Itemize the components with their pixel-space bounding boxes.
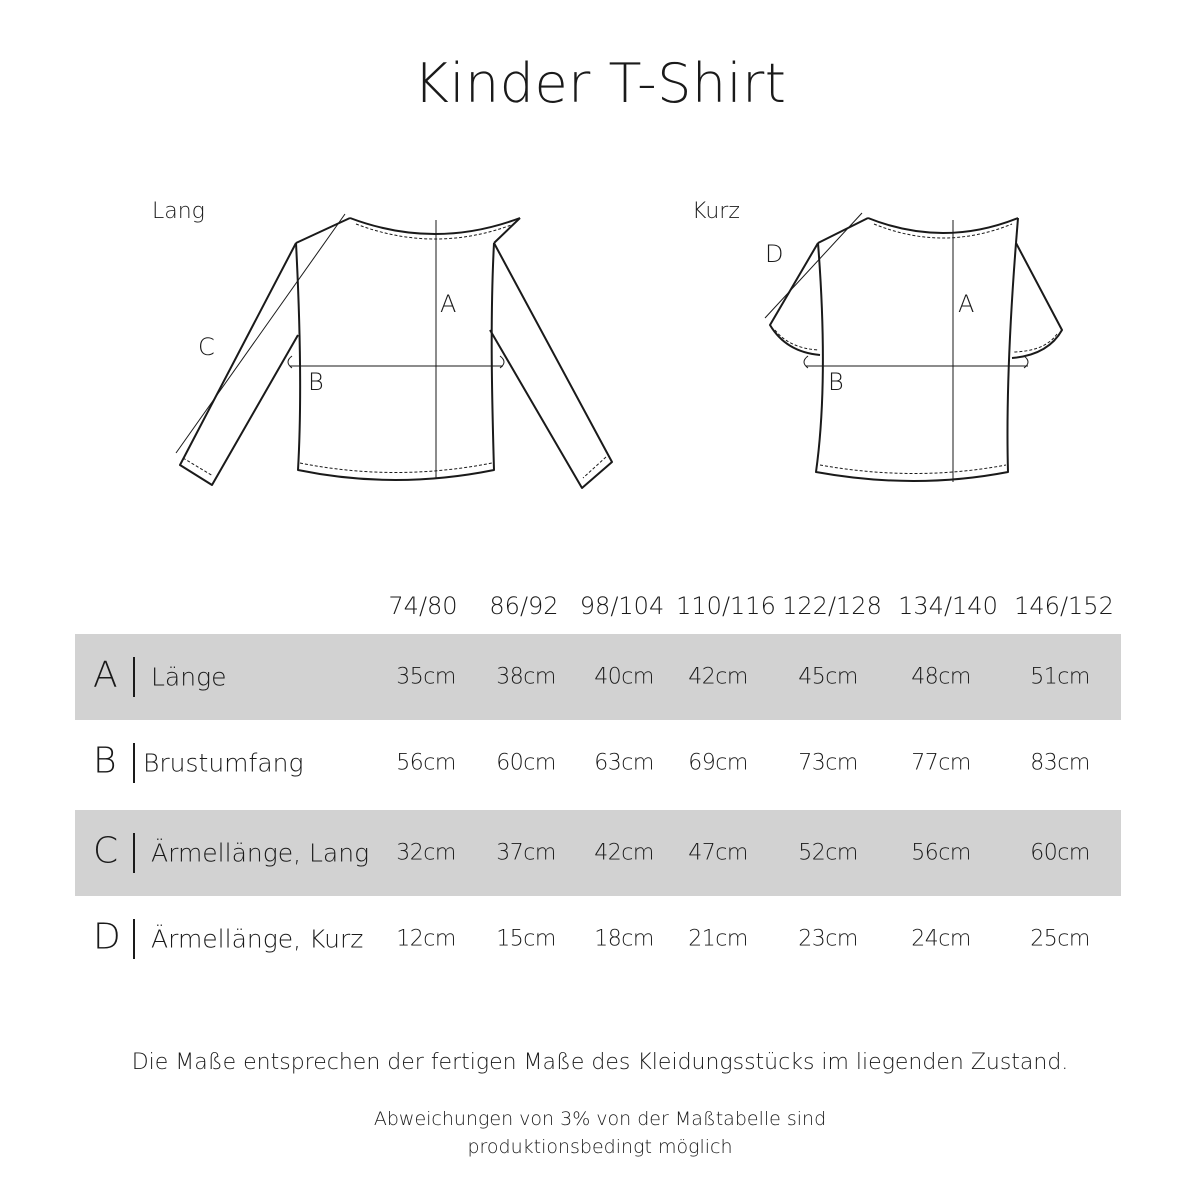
size-label: 134/140 (898, 592, 998, 620)
row-label: Ärmellänge, Kurz (151, 924, 364, 954)
table-cell: 15cm (496, 926, 556, 952)
row-letter: D (93, 916, 121, 958)
neckline-short (868, 218, 1018, 233)
disclaimer-line: Abweichungen von 3% von der Maßtabelle sind (373, 1108, 827, 1130)
table-cell: 48cm (911, 664, 971, 690)
row-label: Brustumfang (143, 748, 304, 778)
table-cell: 38cm (496, 664, 556, 690)
garment-diagram (0, 185, 1200, 515)
label-long: Lang (152, 199, 205, 224)
table-row (75, 634, 1121, 720)
right-sleeve-long (490, 243, 612, 488)
table-cell: 21cm (688, 926, 748, 952)
short-sleeve-shirt-sketch (765, 213, 1062, 482)
row-letter: B (93, 740, 117, 782)
table-row (75, 810, 1121, 896)
size-label: 110/116 (676, 592, 776, 620)
table-cell: 37cm (496, 840, 556, 866)
shirt-sketches (0, 185, 1200, 515)
table-cell: 18cm (594, 926, 654, 952)
table-cell: 12cm (396, 926, 456, 952)
measurement-note: Die Maße entsprechen der fertigen Maße des Kleidungsstücks im liegenden Zustand. (131, 1050, 1069, 1075)
size-label: 74/80 (388, 592, 458, 620)
table-cell: 60cm (1030, 840, 1090, 866)
table-cell: 32cm (396, 840, 456, 866)
table-cell: 73cm (798, 750, 858, 776)
table-cell: 25cm (1030, 926, 1090, 952)
table-cell: 45cm (798, 664, 858, 690)
body-long (296, 243, 494, 480)
table-cell: 77cm (911, 750, 971, 776)
table-cell: 23cm (798, 926, 858, 952)
table-cell: 63cm (594, 750, 654, 776)
table-row (75, 720, 1121, 806)
size-header-row (0, 592, 1200, 628)
row-letter: C (93, 830, 119, 872)
table-cell: 24cm (911, 926, 971, 952)
table-cell: 56cm (911, 840, 971, 866)
row-divider (133, 833, 135, 873)
table-cell: 42cm (688, 664, 748, 690)
neckline-long (350, 218, 520, 234)
table-cell: 40cm (594, 664, 654, 690)
size-label: 122/128 (782, 592, 882, 620)
page-title: Kinder T-Shirt (413, 52, 787, 115)
row-letter: A (93, 654, 118, 696)
marker-a-short: A (958, 290, 975, 318)
table-cell: 47cm (688, 840, 748, 866)
table-cell: 52cm (798, 840, 858, 866)
size-label: 98/104 (579, 592, 665, 620)
table-cell: 35cm (396, 664, 456, 690)
table-cell: 42cm (594, 840, 654, 866)
table-cell: 69cm (688, 750, 748, 776)
long-sleeve-shirt-sketch (176, 214, 612, 488)
body-short (816, 243, 1016, 481)
table-cell: 51cm (1030, 664, 1090, 690)
row-divider (133, 743, 135, 783)
table-cell: 60cm (496, 750, 556, 776)
label-short: Kurz (692, 199, 740, 224)
table-cell: 83cm (1030, 750, 1090, 776)
size-label: 146/152 (1014, 592, 1114, 620)
marker-a-long: A (440, 290, 457, 318)
row-divider (133, 919, 135, 959)
row-divider (133, 657, 135, 697)
marker-b-short: B (828, 368, 844, 396)
row-label: Länge (151, 662, 227, 692)
right-sleeve-short (1012, 243, 1062, 358)
table-cell: 56cm (396, 750, 456, 776)
table-row (75, 896, 1121, 982)
marker-c: C (198, 333, 215, 361)
row-label: Ärmellänge, Lang (151, 838, 370, 868)
size-label: 86/92 (489, 592, 559, 620)
disclaimer-line: produktionsbedingt möglich (467, 1136, 733, 1158)
marker-d: D (765, 240, 784, 268)
tolerance-disclaimer (0, 1105, 1200, 1161)
marker-b-long: B (308, 368, 324, 396)
